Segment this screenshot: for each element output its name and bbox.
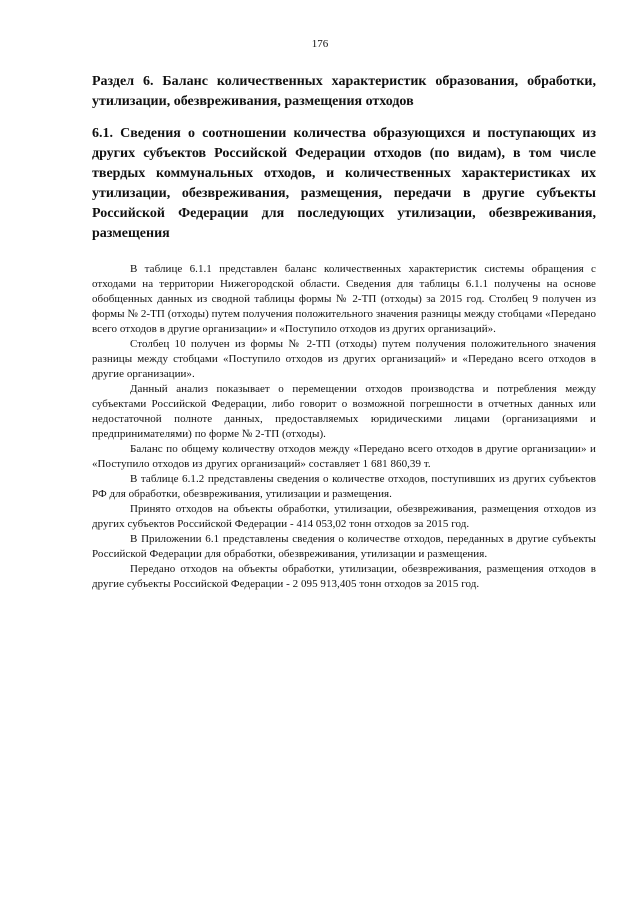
subsection-title: 6.1. Сведения о соотношении количества образующихся и поступающих из других субъектов Российской Федерации отходов (по видам), в том числе твердых коммунальных отходов, и количественных характеристиках их утилизации, обезвреживания, размещения, передачи в другие субъекты Российской Федерации для последующих утилизации, обезвреживания, размещения [92,126,596,241]
paragraph: В таблице 6.1.1 представлен баланс количественных характеристик системы обращения с отходами на территории Нижегородской области. Сведения для таблицы 6.1.1 получены на основе обобщенных данных из сводной таблицы формы № 2-ТП (отходы) за 2015 год. Столбец 9 получен из формы № 2-ТП (отходы) путем получения положительного значения разницы между стобцами «Передано всего отходов в другие организации» и «Поступило отходов из других организаций». [92,263,596,335]
document-body [92,72,596,592]
paragraph: Баланс по общему количеству отходов между «Передано всего отходов в другие организации» и «Поступило отходов из других организаций» составляет 1 681 860,39 т. [92,443,596,470]
paragraph: В Приложении 6.1 представлены сведения о количестве отходов, переданных в другие субъекты Российской Федерации для обработки, обезвреживания, утилизации и размещения. [92,533,596,560]
paragraph: Данный анализ показывает о перемещении отходов производства и потребления между субъектами Российской Федерации, либо говорит о возможной погрешности в отчетных данных или недостаточной полноте данных, предоставляемых юридическими лицами (организациями и предпринимателями) по форме № 2-ТП (отходы). [92,383,596,440]
paragraph: В таблице 6.1.2 представлены сведения о количестве отходов, поступивших из других субъектов РФ для обработки, обезвреживания, утилизации и размещения. [92,473,596,500]
paragraph: Столбец 10 получен из формы № 2-ТП (отходы) путем получения положительного значения разницы между стобцами «Поступило отходов из других организаций» и «Передано всего отходов в другие организации». [92,338,596,380]
section-title: Раздел 6. Баланс количественных характеристик образования, обработки, утилизации, обезвреживания, размещения отходов [92,74,596,109]
page-number: 176 [311,38,329,50]
paragraph: Передано отходов на объекты обработки, утилизации, обезвреживания, размещения отходов в другие субъекты Российской Федерации - 2 095 913,405 тонн отходов за 2015 год. [92,563,596,590]
paragraph: Принято отходов на объекты обработки, утилизации, обезвреживания, размещения отходов из других субъектов Российской Федерации - 414 053,02 тонн отходов за 2015 год. [92,503,596,530]
